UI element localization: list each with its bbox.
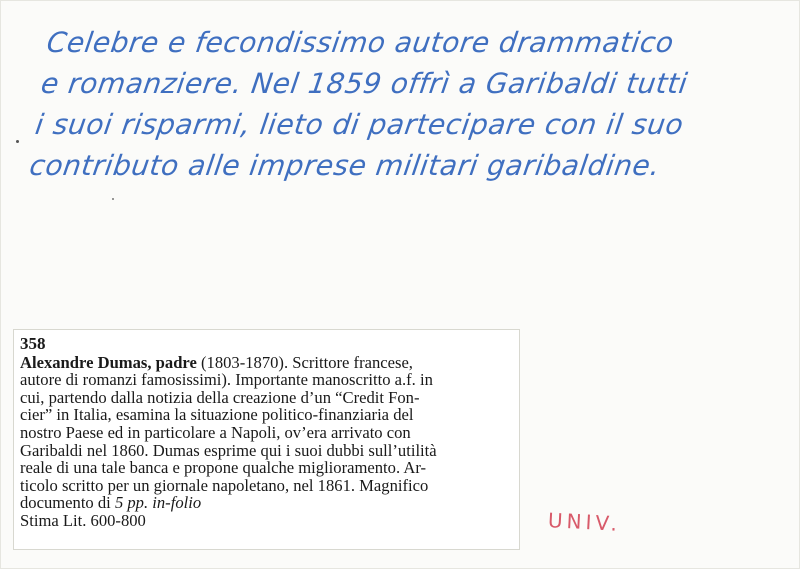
- estimate-line: Stima Lit. 600-800: [20, 510, 146, 530]
- entry-line: autore di romanzi famosissimi). Importante manoscritto a.f. in: [20, 370, 433, 390]
- handwritten-line: contributo alle imprese militari garibaldine.: [27, 149, 663, 182]
- entry-line: [20, 354, 515, 372]
- handwritten-note: [27, 22, 780, 186]
- handwritten-line: i suoi risparmi, lieto di partecipare con il suo: [33, 108, 686, 141]
- stamp-mark: UNIV.: [547, 508, 622, 536]
- entry-line: nostro Paese ed in particolare a Napoli, ov’era arrivato con: [20, 422, 411, 442]
- ink-dot: [16, 140, 19, 143]
- document-format: 5 pp. in-folio: [114, 493, 202, 513]
- handwritten-line: e romanziere. Nel 1859 offrì a Garibaldi tutti: [39, 67, 690, 100]
- handwritten-line: Celebre e fecondissimo autore drammatico: [44, 26, 677, 59]
- ink-dot: [112, 198, 114, 200]
- document-prefix: documento di: [20, 493, 115, 513]
- entry-line: cui, partendo dalla notizia della creazione d’un “Credit Fon-: [20, 387, 420, 407]
- entry-line: reale di una tale banca e propone qualche miglioramento. Ar-: [20, 458, 427, 478]
- catalog-entry: [20, 335, 515, 530]
- entry-line: [20, 494, 515, 512]
- entry-line: ticolo scritto per un giornale napoletano, nel 1861. Magnifico: [20, 475, 429, 495]
- entry-line: cier” in Italia, esamina la situazione politico-finanziaria del: [20, 405, 414, 425]
- entry-line: Garibaldi nel 1860. Dumas esprime qui i suoi dubbi sull’utilità: [20, 440, 437, 460]
- author-dates: (1803-1870). Scrittore francese,: [196, 352, 413, 372]
- author-name: Alexandre Dumas, padre: [20, 352, 197, 372]
- lot-number: 358: [20, 334, 46, 353]
